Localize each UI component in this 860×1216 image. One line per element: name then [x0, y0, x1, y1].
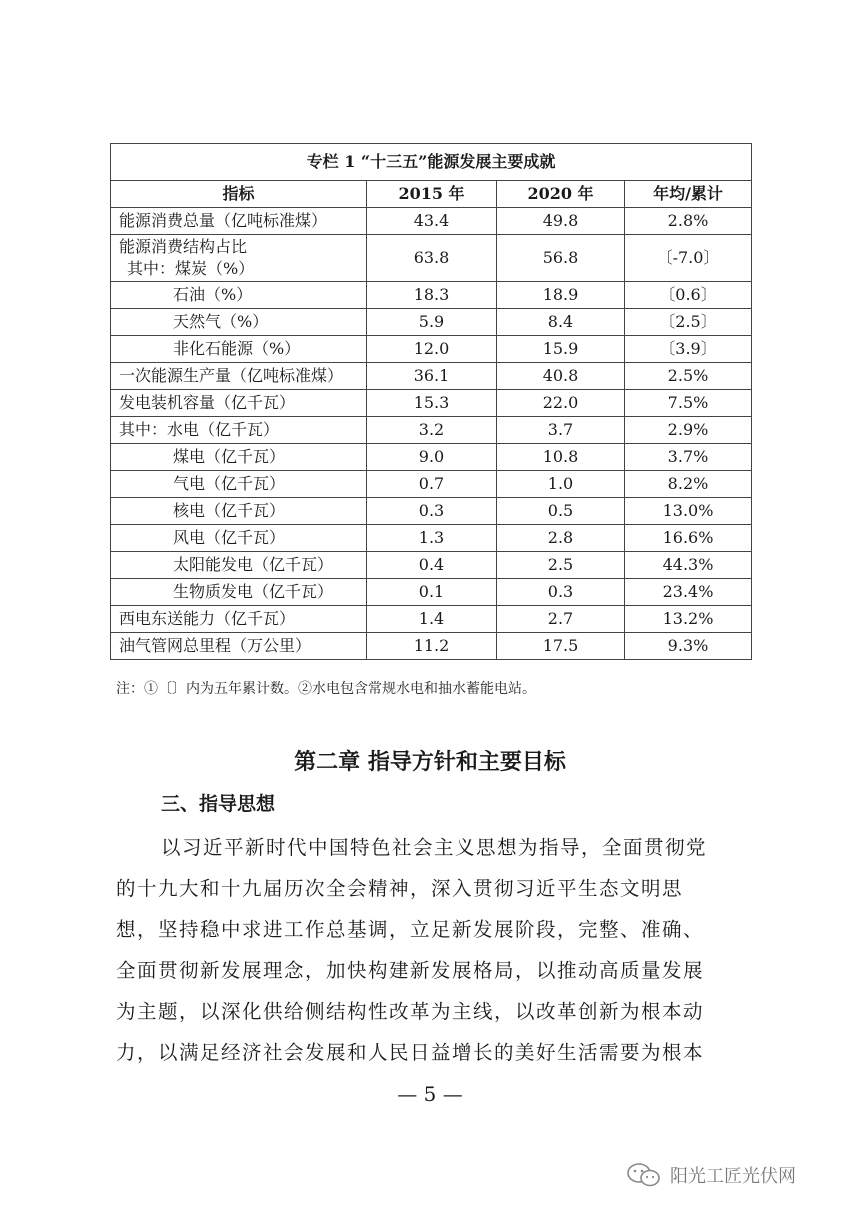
cell-2020: 17.5: [497, 633, 625, 660]
cell-average: 〔3.9〕: [625, 336, 752, 363]
table-row: [111, 471, 752, 498]
cell-average: 3.7%: [625, 444, 752, 471]
table-row: [111, 390, 752, 417]
cell-2015: 15.3: [367, 390, 497, 417]
achievements-table-container: [110, 143, 751, 660]
table-row: [111, 235, 752, 282]
cell-average: 9.3%: [625, 633, 752, 660]
paragraph-line: 全面贯彻新发展理念，加快构建新发展格局，以推动高质量发展: [116, 959, 705, 982]
cell-average: 44.3%: [625, 552, 752, 579]
cell-2020: 1.0: [497, 471, 625, 498]
row-label: 气电（亿千瓦）: [111, 471, 367, 498]
cell-average: 2.5%: [625, 363, 752, 390]
cell-2020: 15.9: [497, 336, 625, 363]
cell-average: 13.0%: [625, 498, 752, 525]
row-label: 发电装机容量（亿千瓦）: [111, 390, 367, 417]
cell-2020: 56.8: [497, 235, 625, 282]
row-label-line1: 能源消费结构占比: [119, 237, 248, 256]
row-label: 非化石能源（%）: [111, 336, 367, 363]
paragraph-line: 想，坚持稳中求进工作总基调，立足新发展阶段，完整、准确、: [116, 918, 705, 941]
table-row: [111, 606, 752, 633]
cell-average: 2.9%: [625, 417, 752, 444]
energy-achievements-table: [110, 143, 752, 660]
watermark-text: 阳光工匠光伏网: [670, 1166, 796, 1187]
cell-2020: 2.8: [497, 525, 625, 552]
cell-2015: 3.2: [367, 417, 497, 444]
table-row: [111, 336, 752, 363]
table-row: [111, 309, 752, 336]
wechat-icon: [626, 1162, 662, 1188]
table-row: [111, 498, 752, 525]
header-average: 年均/累计: [625, 181, 752, 208]
section-title: 三、指导思想: [161, 793, 276, 815]
header-2020: 2020 年: [497, 181, 625, 208]
cell-2020: 0.3: [497, 579, 625, 606]
cell-2015: 12.0: [367, 336, 497, 363]
cell-2020: 2.5: [497, 552, 625, 579]
cell-2020: 0.5: [497, 498, 625, 525]
table-row: [111, 363, 752, 390]
cell-2020: 18.9: [497, 282, 625, 309]
row-label-line2: 其中：煤炭（%）: [127, 259, 255, 278]
cell-average: 2.8%: [625, 208, 752, 235]
cell-average: 7.5%: [625, 390, 752, 417]
cell-2015: 43.4: [367, 208, 497, 235]
row-label: 煤电（亿千瓦）: [111, 444, 367, 471]
table-row: [111, 444, 752, 471]
cell-2015: 18.3: [367, 282, 497, 309]
paragraph-line: 为主题，以深化供给侧结构性改革为主线，以改革创新为根本动: [116, 1000, 705, 1023]
row-label: 风电（亿千瓦）: [111, 525, 367, 552]
cell-2015: 0.1: [367, 579, 497, 606]
cell-2020: 22.0: [497, 390, 625, 417]
table-header-row: [111, 181, 752, 208]
row-label: 太阳能发电（亿千瓦）: [111, 552, 367, 579]
row-label: 天然气（%）: [111, 309, 367, 336]
row-label: 其中：水电（亿千瓦）: [111, 417, 367, 444]
table-row: [111, 633, 752, 660]
row-label: 西电东送能力（亿千瓦）: [111, 606, 367, 633]
cell-2015: 1.4: [367, 606, 497, 633]
cell-2015: 36.1: [367, 363, 497, 390]
table-row: [111, 579, 752, 606]
row-label: 核电（亿千瓦）: [111, 498, 367, 525]
watermark: [626, 1162, 796, 1188]
row-label: [111, 235, 367, 282]
table-row: [111, 208, 752, 235]
paragraph-line: 力，以满足经济社会发展和人民日益增长的美好生活需要为根本: [116, 1041, 705, 1064]
cell-average: 〔0.6〕: [625, 282, 752, 309]
table-footnote: 注：①〔〕内为五年累计数。②水电包含常规水电和抽水蓄能电站。: [116, 681, 536, 697]
cell-2015: 1.3: [367, 525, 497, 552]
cell-average: 13.2%: [625, 606, 752, 633]
table-row: [111, 525, 752, 552]
header-2015: 2015 年: [367, 181, 497, 208]
row-label: 能源消费总量（亿吨标准煤）: [111, 208, 367, 235]
cell-average: 23.4%: [625, 579, 752, 606]
cell-average: 8.2%: [625, 471, 752, 498]
paragraph-line: 以习近平新时代中国特色社会主义思想为指导，全面贯彻党: [161, 836, 708, 859]
cell-average: 〔2.5〕: [625, 309, 752, 336]
row-label: 一次能源生产量（亿吨标准煤）: [111, 363, 367, 390]
body-paragraph: [116, 827, 744, 1073]
table-caption: 专栏 1 “十三五”能源发展主要成就: [111, 144, 752, 181]
cell-2015: 0.7: [367, 471, 497, 498]
cell-2015: 11.2: [367, 633, 497, 660]
cell-2020: 3.7: [497, 417, 625, 444]
cell-average: 〔-7.0〕: [625, 235, 752, 282]
table-row: [111, 552, 752, 579]
table-row: [111, 417, 752, 444]
cell-2020: 10.8: [497, 444, 625, 471]
paragraph-line: 的十九大和十九届历次全会精神，深入贯彻习近平生态文明思: [116, 877, 684, 900]
header-indicator: 指标: [111, 181, 367, 208]
cell-average: 16.6%: [625, 525, 752, 552]
table-row: [111, 282, 752, 309]
page-number: — 5 —: [397, 1082, 463, 1106]
chapter-title: 第二章 指导方针和主要目标: [294, 750, 566, 775]
cell-2020: 8.4: [497, 309, 625, 336]
cell-2015: 9.0: [367, 444, 497, 471]
row-label: 生物质发电（亿千瓦）: [111, 579, 367, 606]
row-label: 油气管网总里程（万公里）: [111, 633, 367, 660]
cell-2015: 0.3: [367, 498, 497, 525]
row-label: 石油（%）: [111, 282, 367, 309]
cell-2015: 63.8: [367, 235, 497, 282]
cell-2020: 40.8: [497, 363, 625, 390]
table-caption-row: [111, 144, 752, 181]
cell-2015: 0.4: [367, 552, 497, 579]
cell-2020: 2.7: [497, 606, 625, 633]
cell-2020: 49.8: [497, 208, 625, 235]
cell-2015: 5.9: [367, 309, 497, 336]
